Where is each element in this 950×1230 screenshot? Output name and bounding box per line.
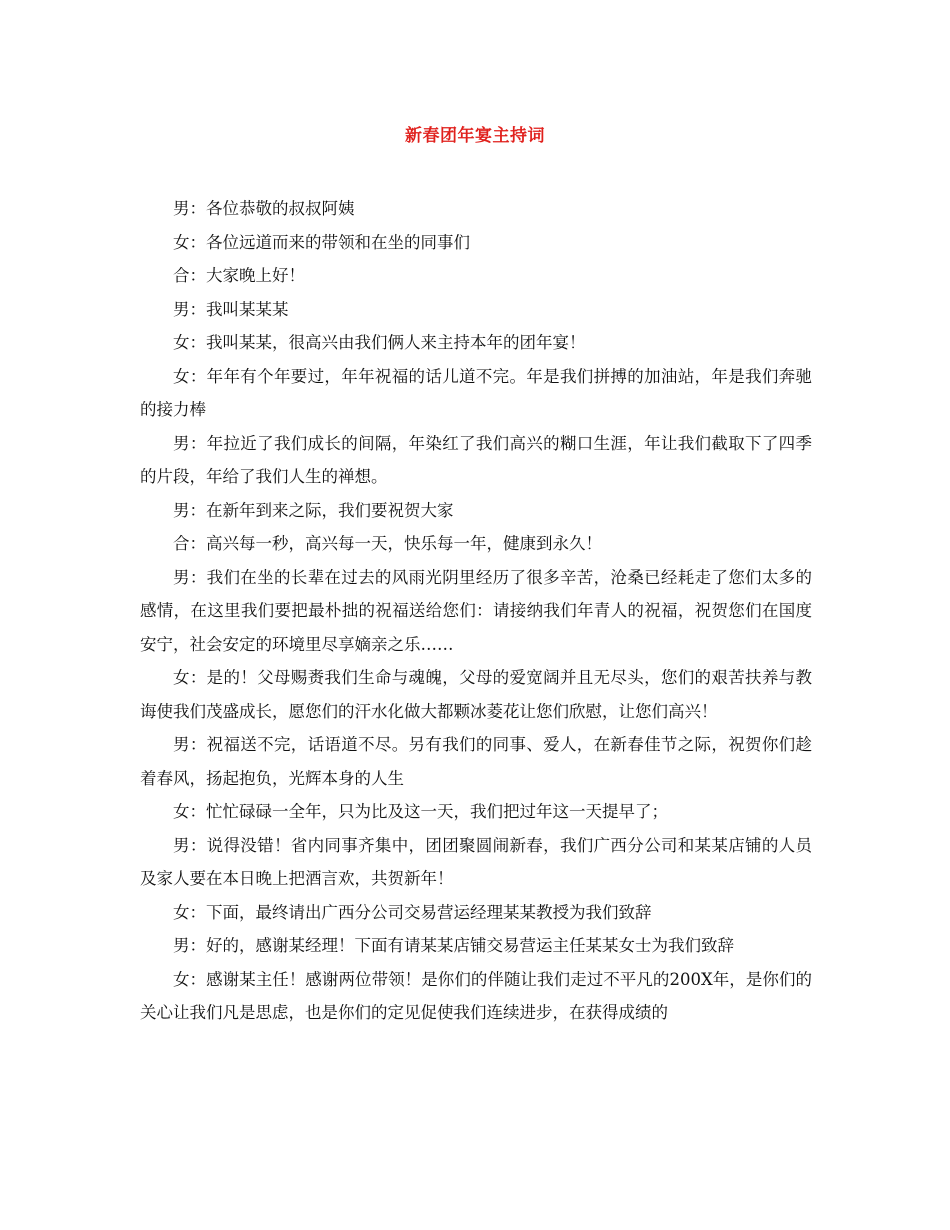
paragraph: 女：忙忙碌碌一全年，只为比及这一天，我们把过年这一天提早了； (173, 802, 668, 821)
paragraph: 合：高兴每一秒，高兴每一天，快乐每一年，健康到永久！ (173, 534, 602, 553)
paragraph: 女：是的！父母赐赉我们生命与魂魄，父母的爱宽阔并且无尽头，您们的艰苦扶养与教诲使我们茂盛成长，愿您们的汗水化做大都颗冰菱花让您们欣慰，让您们高兴！ (140, 668, 812, 721)
paragraph: 男：祝福送不完，话语道不尽。另有我们的同事、爱人，在新春佳节之际，祝贺你们趁着春风，扬起抱负，光辉本身的人生 (140, 735, 812, 788)
paragraph: 男：我们在坐的长辈在过去的风雨光阴里经历了很多辛苦，沧桑已经耗走了您们太多的感情，在这里我们要把最朴拙的祝福送给您们：请接纳我们年青人的祝福，祝贺您们在国度安宁，社会安定的环境里尽享嫡亲之乐…… (140, 567, 812, 654)
paragraph: 男：各位恭敬的叔叔阿姨 (173, 199, 355, 218)
paragraph: 男：在新年到来之际，我们要祝贺大家 (173, 500, 454, 520)
paragraph: 男：说得没错！省内同事齐集中，团团聚圆闹新春，我们广西分公司和某某店铺的人员及家人要在本日晚上把酒言欢，共贺新年！ (140, 835, 812, 888)
paragraph: 女：下面，最终请出广西分公司交易营运经理某某教授为我们致辞 (173, 902, 652, 922)
document-title: 新春团年宴主持词 (405, 126, 545, 146)
paragraph: 女：感谢某主任！感谢两位带领！是你们的伴随让我们走过不平凡的200X年，是你们的关心让我们凡是思虑，也是你们的定见促使我们连续进步，在获得成绩的 (140, 969, 812, 1022)
paragraph: 女：我叫某某，很高兴由我们俩人来主持本年的团年宴！ (173, 333, 586, 352)
paragraph: 男：年拉近了我们成长的间隔，年染红了我们高兴的糊口生涯，年让我们截取下了四季的片段，年给了我们人生的禅想。 (140, 433, 812, 486)
paragraph: 男：我叫某某某 (173, 299, 289, 319)
document-body (140, 192, 812, 1030)
paragraph: 女：各位远道而来的带领和在坐的同事们 (173, 232, 470, 252)
paragraph: 男：好的，感谢某经理！下面有请某某店铺交易营运主任某某女士为我们致辞 (173, 936, 734, 955)
paragraph: 女：年年有个年要过，年年祝福的话儿道不完。年是我们拼搏的加油站，年是我们奔驰的接力棒 (140, 366, 812, 419)
paragraph: 合：大家晚上好！ (173, 266, 305, 285)
